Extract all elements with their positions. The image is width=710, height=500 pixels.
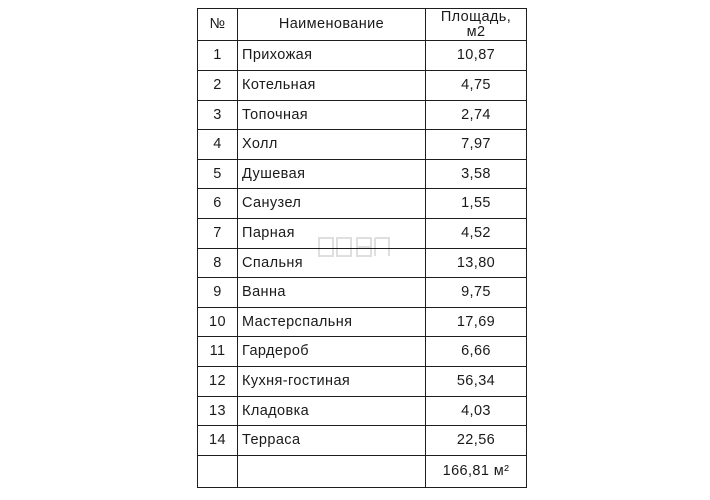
row-number: 5 [198, 159, 238, 189]
table-row [198, 396, 527, 426]
total-number [198, 455, 238, 487]
table-row [198, 71, 527, 101]
room-name: Прихожая [238, 41, 426, 71]
room-area: 1,55 [426, 189, 527, 219]
row-number: 2 [198, 71, 238, 101]
table-row [198, 426, 527, 456]
room-area: 13,80 [426, 248, 527, 278]
room-area: 4,03 [426, 396, 527, 426]
header-name: Наименование [238, 9, 426, 41]
room-name: Ванна [238, 278, 426, 308]
row-number: 7 [198, 219, 238, 249]
room-name: Мастерспальня [238, 307, 426, 337]
room-area: 3,58 [426, 159, 527, 189]
room-name: Холл [238, 130, 426, 160]
room-area: 22,56 [426, 426, 527, 456]
row-number: 9 [198, 278, 238, 308]
header-number: № [198, 9, 238, 41]
table-row [198, 100, 527, 130]
row-number: 10 [198, 307, 238, 337]
row-number: 13 [198, 396, 238, 426]
table-row [198, 366, 527, 396]
room-name: Спальня [238, 248, 426, 278]
room-name: Кухня-гостиная [238, 366, 426, 396]
row-number: 12 [198, 366, 238, 396]
row-number: 6 [198, 189, 238, 219]
header-area [426, 9, 527, 41]
room-area: 4,75 [426, 71, 527, 101]
room-area: 6,66 [426, 337, 527, 367]
row-number: 3 [198, 100, 238, 130]
room-name: Терраса [238, 426, 426, 456]
total-label [238, 455, 426, 487]
row-number: 4 [198, 130, 238, 160]
room-name: Гардероб [238, 337, 426, 367]
room-name: Топочная [238, 100, 426, 130]
total-row [198, 455, 527, 487]
watermark-logo-icon [317, 235, 391, 259]
room-name: Душевая [238, 159, 426, 189]
row-number: 11 [198, 337, 238, 367]
header-row [198, 9, 527, 41]
table-row [198, 337, 527, 367]
table-body [198, 41, 527, 487]
header-area-label: Площадь, м2 [440, 9, 512, 41]
room-area: 9,75 [426, 278, 527, 308]
room-name: Санузел [238, 189, 426, 219]
row-number: 14 [198, 426, 238, 456]
table-row [198, 41, 527, 71]
table-header [198, 9, 527, 41]
total-area: 166,81 м² [426, 455, 527, 487]
row-number: 1 [198, 41, 238, 71]
table-row [198, 307, 527, 337]
room-name: Парная [238, 219, 426, 249]
table-row [198, 278, 527, 308]
room-area: 56,34 [426, 366, 527, 396]
table-row [198, 130, 527, 160]
room-area: 17,69 [426, 307, 527, 337]
room-area: 10,87 [426, 41, 527, 71]
row-number: 8 [198, 248, 238, 278]
room-area: 7,97 [426, 130, 527, 160]
room-area: 4,52 [426, 219, 527, 249]
room-name: Котельная [238, 71, 426, 101]
room-name: Кладовка [238, 396, 426, 426]
room-area: 2,74 [426, 100, 527, 130]
table-row [198, 189, 527, 219]
table-row [198, 159, 527, 189]
